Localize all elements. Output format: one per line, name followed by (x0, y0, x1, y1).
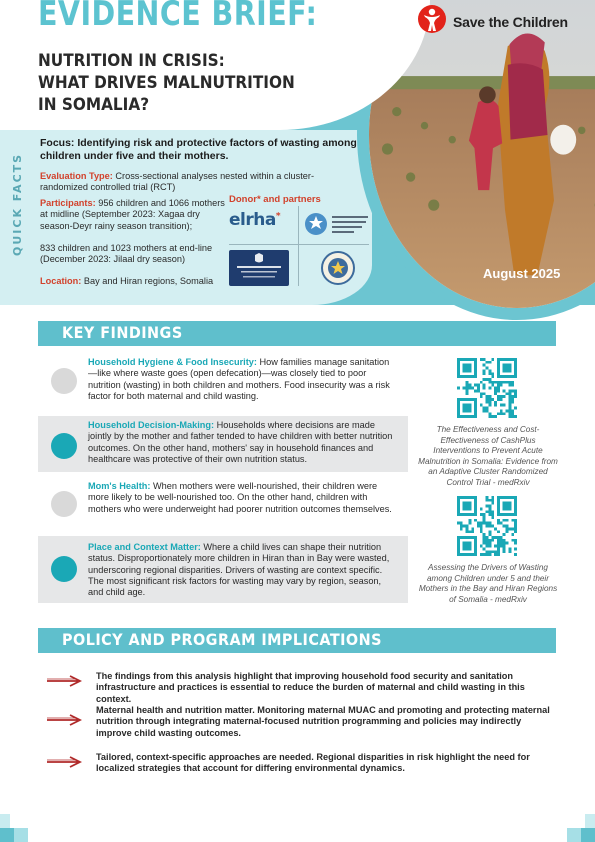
qr-code-icon[interactable] (457, 496, 517, 556)
brief-subtitle (38, 50, 368, 116)
right-arrow-icon (46, 756, 82, 768)
qr-code-icon[interactable] (457, 358, 517, 418)
finding-label: Household Decision-Making: (88, 420, 215, 430)
section-title: POLICY AND PROGRAM IMPLICATIONS (62, 630, 382, 649)
subtitle-line: IN SOMALIA? (38, 95, 150, 115)
subtitle-line: NUTRITION IN CRISIS: (38, 51, 225, 71)
finding-bullet-icon (51, 556, 77, 582)
partner-divider (229, 244, 369, 245)
finding-text (88, 481, 393, 515)
corner-decoration (0, 814, 28, 842)
fact-participants-endline: 833 children and 1023 mothers at end-line (December 2023: Jilaal dry season) (40, 243, 213, 265)
fact-label: Location: (40, 276, 82, 286)
save-the-children-logo-icon (417, 4, 447, 34)
policy-item (38, 752, 558, 788)
somalia-ministry-logo (304, 210, 372, 238)
finding-item (38, 416, 408, 472)
right-arrow-icon (46, 675, 82, 687)
finding-bullet-icon (51, 368, 77, 394)
finding-item (38, 478, 408, 530)
corner-decoration (567, 814, 595, 842)
finding-body: When mothers were well-nourished, their children were more likely to be well-nourished too. On the other hand, children with mothers who were underweight had poorer nutrition outcomes themselves. (88, 481, 392, 514)
somalia-emblem-icon (304, 210, 372, 238)
finding-label: Place and Context Matter: (88, 542, 201, 552)
state-seal-logo (321, 251, 355, 285)
fact-label: Participants: (40, 198, 96, 208)
reference-citation: Assessing the Drivers of Wasting among Children under 5 and their Mothers in the Bay and Hiran Regions of Somalia - medRxiv (418, 563, 558, 604)
fact-value: Cross-sectional analyses nested within a cluster-randomized controlled trial (RCT) (40, 171, 315, 193)
finding-body: How families manage sanitation—like where waste goes (open defecation)—was closely tied to poor nutrition (wasting) in both children and mothers. Food insecurity was a risk factor for both maternal and child wasting. (88, 357, 390, 401)
seal-icon (321, 251, 355, 285)
elrha-logo (229, 210, 294, 234)
finding-item (38, 536, 408, 603)
section-title: KEY FINDINGS (62, 323, 183, 342)
subtitle-line: WHAT DRIVES MALNUTRITION (38, 73, 295, 93)
finding-label: Mom's Health: (88, 481, 151, 491)
finding-label: Household Hygiene & Food Insecurity: (88, 357, 257, 367)
brief-title: EVIDENCE BRIEF: (38, 0, 318, 34)
policy-item (38, 671, 558, 707)
finding-body: Households where decisions are made jointly by the mother and father tended to have children with better nutrition outcomes. On the other hand, mothers' say in household finances and healthcare was protective of their own nutrition status. (88, 420, 393, 464)
donor-marker: * (275, 211, 281, 222)
policy-text: Maternal health and nutrition matter. Monitoring maternal MUAC and promoting and protecting maternal nutrition through integrating maternal-focused nutrition programming and policies may indirectly improve child wasting outcomes. (96, 705, 550, 738)
reference-citation: The Effectiveness and Cost-Effectiveness of CashPlus Interventions to Prevent Acute Malnutrition in Somalia: Evidence from an Adaptive Cluster Randomized Control Trial - medRxiv (418, 425, 558, 487)
fact-label: Evaluation Type: (40, 171, 113, 181)
policy-text: Tailored, context-specific approaches are needed. Regional disparities in risk highlight the need for localized strategies that account for differing environmental dynamics. (96, 752, 530, 774)
publication-date: August 2025 (483, 266, 561, 281)
fact-participants (40, 198, 230, 232)
logo-text: Save the Children (453, 14, 568, 30)
quick-facts-tab-label: QUICK FACTS (11, 152, 24, 256)
johns-hopkins-logo-mark (229, 250, 289, 286)
key-findings-header (38, 321, 556, 346)
elrha-logo-text: elrha (229, 210, 276, 230)
partner-divider (298, 206, 299, 286)
finding-bullet-icon (51, 491, 77, 517)
finding-bullet-icon (51, 433, 77, 459)
finding-body: Where a child lives can shape their nutrition status. Disproportionately more children in Hiran than in Bay were wasted, underscoring regional disparities. Drivers of wasting are context specific. The most significant risk factors for wasting may vary by region, season, and child age. (88, 542, 390, 598)
finding-text (88, 357, 393, 402)
johns-hopkins-logo (229, 250, 289, 286)
partners-heading: Donor* and partners (229, 194, 321, 205)
finding-text (88, 542, 393, 598)
save-the-children-logo (417, 2, 595, 38)
policy-header (38, 628, 556, 653)
finding-item (38, 355, 408, 410)
fact-value: Bay and Hiran regions, Somalia (81, 276, 214, 286)
policy-text: The findings from this analysis highlight that improving household food security and sanitation infrastructure and practices is essential to reduce the burden of maternal and child wasting in this context. (96, 671, 525, 704)
fact-evaluation-type (40, 171, 320, 194)
finding-text (88, 420, 393, 465)
right-arrow-icon (46, 714, 82, 726)
fact-value: 956 children and 1066 mothers at midline (September 2023: Xagaa dry season-Deyr rainy season transition); (40, 198, 225, 231)
policy-item (38, 705, 558, 741)
focus-statement: Focus: Identifying risk and protective factors of wasting among children under five and their mothers. (40, 137, 357, 162)
